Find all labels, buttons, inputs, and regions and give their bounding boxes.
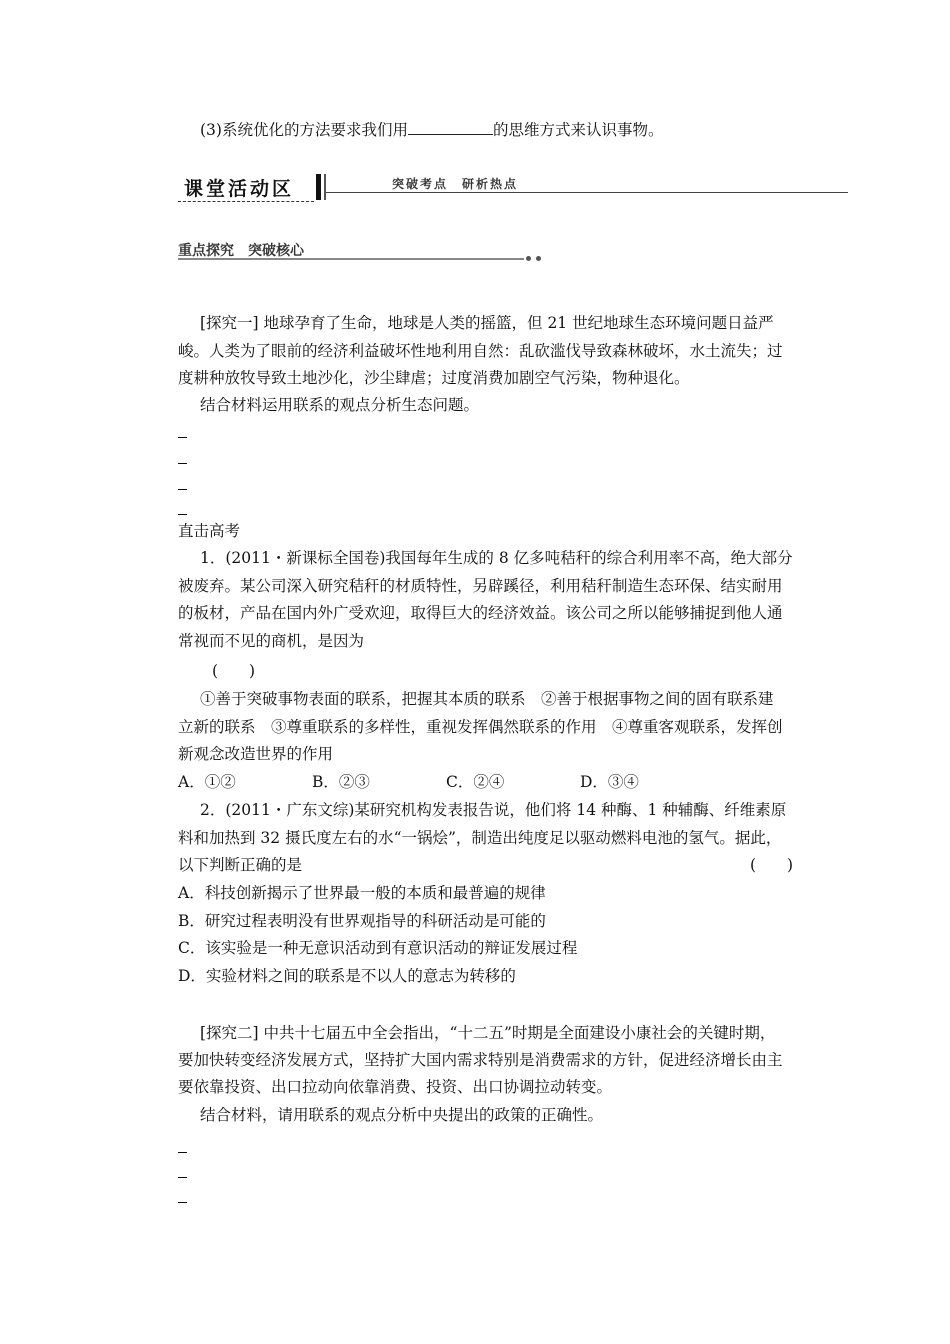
question-3-suffix: 的思维方式来认识事物。	[492, 121, 664, 139]
gaokao-title: 直击高考	[178, 522, 241, 540]
question-3-prefix: (3)系统优化的方法要求我们用	[200, 121, 408, 139]
header-dotted-underline	[178, 201, 314, 202]
answer-line[interactable]	[178, 514, 187, 515]
answer-line[interactable]	[178, 1177, 187, 1178]
q1-line: 1．(2011・新课标全国卷)我国每年生成的 8 亿多吨秸秆的综合利用率不高，绝大部分	[200, 549, 793, 567]
q1-option-c[interactable]: C．②④	[446, 773, 505, 791]
question-3	[200, 119, 663, 141]
explore2-task: 结合材料，请用联系的观点分析中央提出的政策的正确性。	[200, 1106, 604, 1124]
section-rule	[178, 258, 524, 260]
q1-statement: 立新的联系 ③尊重联系的多样性，重视发挥偶然联系的作用 ④尊重客观联系，发挥创	[178, 718, 783, 736]
q1-answer-paren[interactable]: ( )	[212, 662, 256, 680]
q2-option-a[interactable]: A．科技创新揭示了世界最一般的本质和最普遍的规律	[178, 884, 546, 902]
explore1-line: 峻。人类为了眼前的经济利益破坏性地利用自然：乱砍滥伐导致森林破坏，水土流失；过	[178, 342, 783, 360]
q2-line: 以下判断正确的是	[178, 856, 303, 874]
q1-statement: ①善于突破事物表面的联系，把握其本质的联系 ②善于根据事物之间的固有联系建	[200, 690, 774, 708]
q1-line: 的板材，产品在国内外广受欢迎，取得巨大的经济效益。该公司之所以能够捕捉到他人通	[178, 604, 783, 622]
answer-blank[interactable]	[408, 120, 493, 135]
q1-option-b[interactable]: B．②③	[312, 773, 370, 791]
q2-option-c[interactable]: C．该实验是一种无意识活动到有意识活动的辩证发展过程	[178, 939, 578, 957]
section-title-bar	[178, 240, 544, 262]
header-subtitle: 突破考点 研析热点	[392, 177, 519, 191]
explore2-line: [探究二] 中共十七届五中全会指出，“十二五”时期是全面建设小康社会的关键时期，	[200, 1024, 776, 1042]
answer-line[interactable]	[178, 463, 187, 464]
dot-icon	[536, 256, 541, 261]
q2-answer-paren[interactable]: ( )	[750, 856, 794, 874]
section-title: 重点探究 突破核心	[178, 243, 304, 259]
header-rule	[326, 192, 848, 193]
explore1-task: 结合材料运用联系的观点分析生态问题。	[200, 396, 480, 414]
explore1-line: [探究一] 地球孕育了生命，地球是人类的摇篮，但 21 世纪地球生态环境问题日益严	[200, 314, 774, 332]
answer-line[interactable]	[178, 437, 187, 438]
header-title: 课堂活动区	[184, 178, 295, 200]
q1-line: 被废弃。某公司深入研究秸秆的材质特性，另辟蹊径，利用秸秆制造生态环保、结实耐用	[178, 577, 783, 595]
q2-option-b[interactable]: B．研究过程表明没有世界观指导的科研活动是可能的	[178, 912, 546, 930]
explore2-line: 要加快转变经济发展方式，坚持扩大国内需求特别是消费需求的方针，促进经济增长由主	[178, 1051, 783, 1069]
q2-line: 2．(2011・广东文综)某研究机构发表报告说，他们将 14 种酶、1 种辅酶、纤维素原	[200, 801, 787, 819]
q1-option-d[interactable]: D．③④	[580, 773, 639, 791]
answer-line[interactable]	[178, 1152, 187, 1153]
header-divider-thin	[324, 174, 326, 200]
header-divider	[316, 174, 321, 200]
q1-statement: 新观念改造世界的作用	[178, 745, 334, 763]
q1-line: 常视而不见的商机，是因为	[178, 632, 365, 650]
q2-line: 料和加热到 32 摄氏度左右的水“一锅烩”，制造出纯度足以驱动燃料电池的氢气。据此，	[178, 829, 782, 847]
explore1-line: 度耕种放牧导致土地沙化，沙尘肆虐；过度消费加剧空气污染，物种退化。	[178, 369, 690, 387]
section-header-band	[178, 172, 848, 206]
q2-option-d[interactable]: D．实验材料之间的联系是不以人的意志为转移的	[178, 967, 516, 985]
dot-icon	[526, 256, 531, 261]
explore2-line: 要依靠投资、出口拉动向依靠消费、投资、出口协调拉动转变。	[178, 1078, 613, 1096]
q1-option-a[interactable]: A．①②	[178, 773, 236, 791]
answer-line[interactable]	[178, 489, 187, 490]
answer-line[interactable]	[178, 1202, 187, 1203]
